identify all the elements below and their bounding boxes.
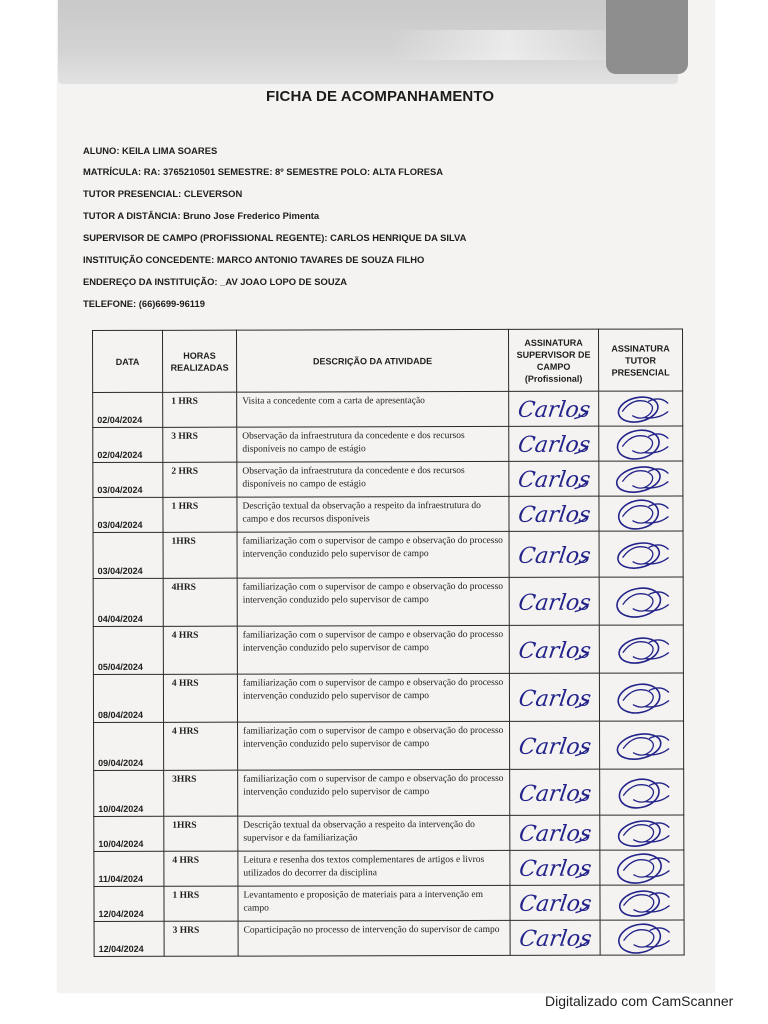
supervisor-signature bbox=[509, 531, 599, 577]
row-hours: 3 HRS bbox=[163, 427, 237, 462]
tutor-signature bbox=[600, 815, 684, 850]
tutor-signature bbox=[600, 721, 684, 769]
row-date: 03/04/2024 bbox=[93, 462, 163, 497]
row-date: 02/04/2024 bbox=[93, 427, 163, 462]
tutor-signature-scribble bbox=[609, 850, 675, 884]
tutor-signature-scribble bbox=[608, 426, 674, 460]
row-date: 04/04/2024 bbox=[93, 578, 163, 626]
camscanner-watermark: Digitalizado com CamScanner bbox=[545, 993, 734, 1009]
signature-carlos-image bbox=[514, 430, 594, 458]
tutor-signature-scribble bbox=[608, 537, 674, 571]
letterhead-band bbox=[58, 0, 678, 84]
signature-text: Carlos bbox=[516, 542, 592, 569]
supervisor-signature bbox=[509, 625, 599, 673]
signature-carlos-image bbox=[514, 395, 594, 423]
table-row bbox=[93, 673, 683, 723]
supervisor-signature bbox=[510, 850, 600, 885]
signature-text: Carlos bbox=[516, 780, 593, 807]
header-date: DATA bbox=[93, 330, 163, 392]
tutor-signature bbox=[599, 625, 683, 673]
tutor-signature bbox=[599, 496, 683, 531]
row-description: familiarização com o supervisor de campo e observação do processo intervenção conduzido pelo supervisor de campo bbox=[237, 625, 509, 674]
tutor-signature-scribble bbox=[609, 815, 675, 849]
tutor-signature-scribble bbox=[608, 680, 674, 714]
row-hours: 1HRS bbox=[164, 816, 238, 851]
row-hours: 3 HRS bbox=[164, 921, 238, 956]
row-date: 08/04/2024 bbox=[93, 674, 163, 722]
supervisor-signature bbox=[509, 673, 599, 721]
table-row bbox=[93, 461, 683, 498]
row-hours: 3HRS bbox=[164, 770, 238, 816]
supervisor-signature bbox=[509, 391, 599, 426]
tutor-signature bbox=[600, 769, 684, 815]
row-description: Observação da infraestrutura da concedente e dos recursos disponíveis no campo de estágio bbox=[237, 461, 509, 497]
signature-carlos-image bbox=[514, 683, 594, 711]
row-hours: 4 HRS bbox=[164, 851, 238, 886]
tutor-signature bbox=[599, 673, 683, 721]
table-row bbox=[94, 920, 684, 957]
table-row bbox=[93, 426, 683, 463]
supervisor-signature bbox=[510, 815, 600, 850]
row-description: Descrição textual da observação a respeito da infraestrutura do campo e dos recursos disponíveis bbox=[237, 496, 509, 532]
table-row bbox=[94, 721, 684, 771]
header-tutor-signature: ASSINATURA TUTOR PRESENCIAL bbox=[598, 329, 682, 391]
row-description: Levantamento e proposição de materiais para a intervenção em campo bbox=[238, 885, 510, 921]
table-row bbox=[94, 850, 684, 887]
tutor-signature bbox=[599, 461, 683, 496]
table-row bbox=[94, 769, 684, 817]
signature-text: Carlos bbox=[516, 733, 593, 760]
row-hours: 1 HRS bbox=[163, 497, 237, 532]
table-row bbox=[93, 531, 683, 579]
signature-carlos-image bbox=[514, 500, 594, 528]
header-hours: HORAS REALIZADAS bbox=[163, 330, 237, 392]
row-hours: 1 HRS bbox=[163, 392, 237, 427]
signature-text: Carlos bbox=[517, 855, 593, 882]
signature-text: Carlos bbox=[517, 890, 593, 917]
field-phone: TELEFONE: (66)6699-96119 bbox=[83, 298, 205, 309]
signature-text: Carlos bbox=[516, 820, 593, 847]
row-description: familiarização com o supervisor de campo e observação do processo intervenção conduzido pelo supervisor de campo bbox=[237, 673, 509, 722]
field-tutor-distancia: TUTOR A DISTÂNCIA: Bruno Jose Frederico Pimenta bbox=[83, 210, 320, 221]
row-hours: 4HRS bbox=[163, 578, 237, 626]
signature-text: Carlos bbox=[516, 637, 593, 664]
row-description: familiarização com o supervisor de campo e observação do processo intervenção conduzido pelo supervisor de campo bbox=[237, 531, 509, 578]
row-description: Observação da infraestrutura da concedente e dos recursos disponíveis no campo de estágio bbox=[237, 426, 509, 462]
row-date: 12/04/2024 bbox=[94, 921, 164, 956]
header-description: DESCRIÇÃO DA ATIVIDADE bbox=[237, 329, 509, 392]
row-hours: 2 HRS bbox=[163, 462, 237, 497]
letterhead-highlight bbox=[388, 30, 628, 60]
row-hours: 1 HRS bbox=[164, 886, 238, 921]
signature-text: Carlos bbox=[516, 589, 592, 616]
row-date: 11/04/2024 bbox=[94, 851, 164, 886]
tutor-signature-scribble bbox=[608, 584, 674, 618]
signature-carlos-image bbox=[514, 465, 594, 493]
field-enrollment: MATRÍCULA: RA: 3765210501 SEMESTRE: 8º SEMESTRE POLO: ALTA FLORESA bbox=[83, 166, 444, 177]
row-description: familiarização com o supervisor de campo e observação do processo intervenção conduzido pelo supervisor de campo bbox=[238, 769, 510, 816]
tutor-signature-scribble bbox=[609, 920, 675, 954]
signature-text: Carlos bbox=[515, 466, 592, 493]
tutor-signature-scribble bbox=[609, 885, 675, 919]
row-description: Visita a concedente com a carta de apresentação bbox=[237, 391, 509, 427]
row-date: 10/04/2024 bbox=[94, 816, 164, 851]
document-title: FICHA DE ACOMPANHAMENTO bbox=[266, 88, 495, 105]
row-date: 02/04/2024 bbox=[93, 392, 163, 427]
table-header-row bbox=[93, 329, 683, 393]
tutor-signature bbox=[599, 531, 683, 577]
signature-carlos-image bbox=[514, 587, 594, 615]
signature-carlos-image bbox=[515, 854, 595, 882]
signature-text: Carlos bbox=[517, 925, 593, 952]
supervisor-signature bbox=[509, 461, 599, 496]
tutor-signature bbox=[599, 577, 683, 625]
supervisor-signature bbox=[509, 496, 599, 531]
supervisor-signature bbox=[509, 426, 599, 461]
supervisor-signature bbox=[510, 769, 600, 815]
row-date: 05/04/2024 bbox=[93, 626, 163, 674]
tutor-signature-scribble bbox=[609, 775, 675, 809]
row-description: familiarização com o supervisor de campo e observação do processo intervenção conduzido pelo supervisor de campo bbox=[237, 577, 509, 626]
row-date: 10/04/2024 bbox=[94, 770, 164, 816]
supervisor-signature bbox=[510, 920, 600, 955]
row-description: familiarização com o supervisor de campo e observação do processo intervenção conduzido pelo supervisor de campo bbox=[238, 721, 510, 770]
field-institution: INSTITUIÇÃO CONCEDENTE: MARCO ANTONIO TAVARES DE SOUZA FILHO bbox=[83, 254, 425, 265]
row-hours: 4 HRS bbox=[164, 722, 238, 770]
row-date: 12/04/2024 bbox=[94, 886, 164, 921]
row-description: Leitura e resenha dos textos complementares de artigos e livros utilizados do decorrer da disciplina bbox=[238, 850, 510, 886]
signature-carlos-image bbox=[515, 778, 595, 806]
letterhead-tab bbox=[606, 0, 688, 74]
signature-carlos-image bbox=[515, 889, 595, 917]
tutor-signature bbox=[600, 885, 684, 920]
table-row bbox=[93, 391, 683, 428]
signature-carlos-image bbox=[514, 540, 594, 568]
tutor-signature bbox=[600, 850, 684, 885]
table-row bbox=[93, 496, 683, 533]
table-row bbox=[94, 815, 684, 852]
tutor-signature-scribble bbox=[608, 496, 674, 530]
field-tutor-presencial: TUTOR PRESENCIAL: CLEVERSON bbox=[83, 188, 243, 199]
tutor-signature bbox=[600, 920, 684, 955]
tutor-signature bbox=[599, 426, 683, 461]
tutor-signature-scribble bbox=[609, 728, 675, 762]
activity-table bbox=[92, 328, 685, 957]
signature-carlos-image bbox=[515, 819, 595, 847]
row-date: 03/04/2024 bbox=[93, 497, 163, 532]
signature-text: Carlos bbox=[515, 396, 592, 423]
row-hours: 4 HRS bbox=[163, 674, 237, 722]
row-description: Descrição textual da observação a respeito da intervenção do supervisor e da familiarização bbox=[238, 815, 510, 851]
supervisor-signature bbox=[510, 885, 600, 920]
tutor-signature-scribble bbox=[608, 461, 674, 495]
field-student: ALUNO: KEILA LIMA SOARES bbox=[83, 145, 218, 156]
signature-text: Carlos bbox=[516, 501, 592, 528]
field-address: ENDEREÇO DA INSTITUIÇÃO: _AV JOAO LOPO DE SOUZA bbox=[83, 276, 348, 287]
signature-text: Carlos bbox=[516, 685, 593, 712]
tutor-signature-scribble bbox=[608, 632, 674, 666]
supervisor-signature bbox=[510, 721, 600, 769]
signature-carlos-image bbox=[515, 924, 595, 952]
row-description: Coparticipação no processo de intervenção do supervisor de campo bbox=[238, 920, 510, 956]
supervisor-signature bbox=[509, 577, 599, 625]
row-date: 09/04/2024 bbox=[94, 722, 164, 770]
signature-carlos-image bbox=[514, 635, 594, 663]
row-hours: 4 HRS bbox=[163, 626, 237, 674]
row-hours: 1HRS bbox=[163, 532, 237, 578]
table-row bbox=[93, 577, 683, 627]
row-date: 03/04/2024 bbox=[93, 532, 163, 578]
signature-text: Carlos bbox=[515, 431, 592, 458]
header-supervisor-signature: ASSINATURA SUPERVISOR DE CAMPO (Profissional) bbox=[508, 329, 598, 391]
signature-carlos-image bbox=[515, 731, 595, 759]
tutor-signature-scribble bbox=[608, 391, 674, 425]
tutor-signature bbox=[599, 391, 683, 426]
field-supervisor: SUPERVISOR DE CAMPO (PROFISSIONAL REGENTE): CARLOS HENRIQUE DA SILVA bbox=[83, 232, 467, 243]
table-row bbox=[94, 885, 684, 922]
table-row bbox=[93, 625, 683, 675]
